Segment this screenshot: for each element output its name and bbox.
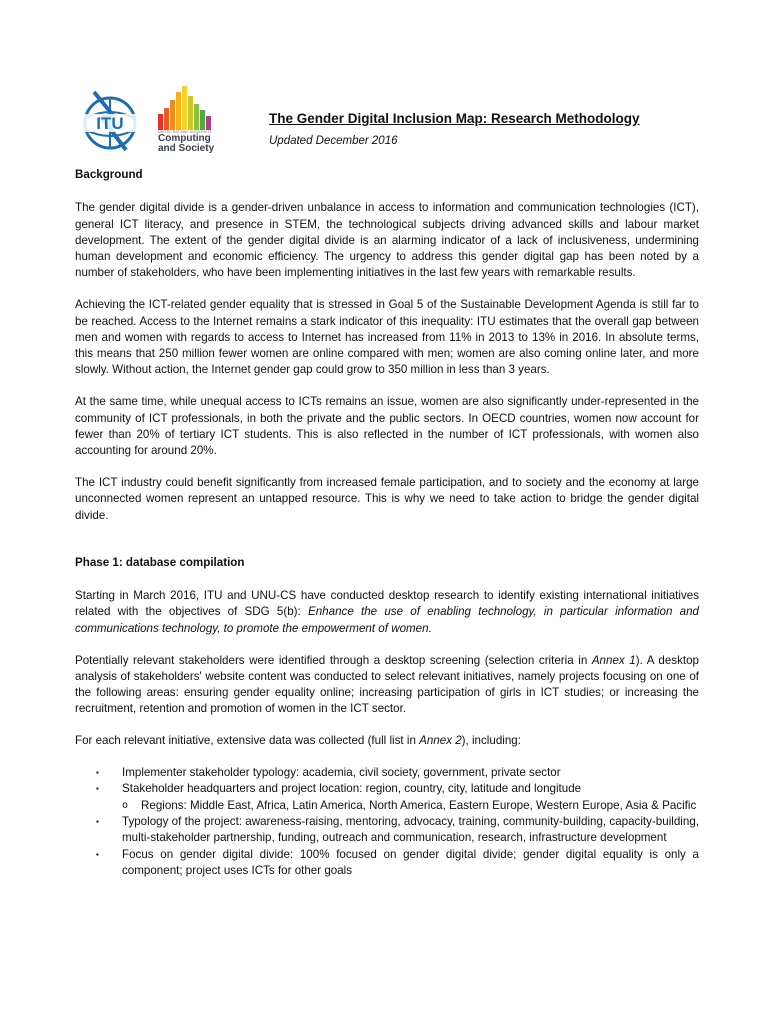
- bullet-icon: ▪: [96, 849, 99, 859]
- phase1-paragraph-3: For each relevant initiative, extensive data was collected (full list in Annex 2), including:: [75, 734, 521, 748]
- bullet-icon: ▪: [96, 816, 99, 826]
- unu-logo-small-text: UNITED NATIONS UNIVERSITY: [158, 130, 212, 134]
- background-paragraph-3: At the same time, while unequal access to ICTs remains an issue, women are also significantly under-represented in the community of ICT professionals, in both the private and the public sectors. In OECD countries, women now account for fewer than 20% of tertiary ICT students. This is also reflected in the number of ICT professionals, with women also accounting for around 20%.: [75, 395, 699, 458]
- unu-cs-bars-icon: [158, 86, 216, 130]
- phase1-paragraph-2: Potentially relevant stakeholders were identified through a desktop screening (selection criteria in Annex 1). A desktop analysis of stakeholders' website content was conducted to select relevant initiatives, namely projects focusing on one of the following areas: ensuring gender equality online; increasing participation of girls in ICT studies; or increasing the recruitment, retention and promotion of women in the ICT sector.: [75, 653, 699, 716]
- bullet-icon: ▪: [96, 784, 99, 794]
- unu-logo-name: Computing and Society: [158, 133, 215, 154]
- document-title: The Gender Digital Inclusion Map: Research Methodology: [269, 111, 640, 126]
- svg-text:ITU: ITU: [96, 114, 124, 133]
- sub-bullet-icon: o: [122, 799, 129, 811]
- list-item: ▪ Stakeholder headquarters and project location: region, country, city, latitude and longitude o Regions: Middle East, Africa, Latin America, North America, Eastern Europe, Western Europe, Asia & Pacific: [75, 781, 699, 814]
- sub-list-item: o Regions: Middle East, Africa, Latin America, North America, Eastern Europe, Western Europe, Asia & Pacific: [122, 798, 699, 814]
- list-item: ▪ Implementer stakeholder typology: academia, civil society, government, private sector: [75, 765, 699, 781]
- bullet-icon: ▪: [96, 768, 99, 778]
- itu-logo: [72, 88, 148, 154]
- unu-cs-logo: [158, 86, 216, 158]
- background-paragraph-4: The ICT industry could benefit significantly from increased female participation, and to society and the economy at large unconnected women represent an untapped resource. This is why we need to take action to bridge the gender digital divide.: [75, 475, 699, 522]
- background-heading: Background: [75, 168, 143, 181]
- document-body: [75, 167, 699, 879]
- data-collected-list: [75, 765, 699, 879]
- phase1-heading: Phase 1: database compilation: [75, 555, 245, 569]
- list-item: ▪ Focus on gender digital divide: 100% focused on gender digital divide; gender digital equality is only a component; project uses ICTs for other goals: [96, 847, 699, 877]
- list-item: ▪ Typology of the project: awareness-raising, mentoring, advocacy, training, community-building, capacity-building, multi-stakeholder partnership, funding, outreach and communication, research, infrastructure development: [96, 814, 699, 845]
- background-paragraph-1: The gender digital divide is a gender-driven unbalance in access to information and communication technologies (ICT), general ICT literacy, and presence in STEM, the technological subjects driving advanced skills and labour market development. The extent of the gender digital divide is an alarming indicator of a lack of inclusiveness, undermining human development and economic efficiency. The urgency to address this gender digital gap has been noted by a number of stakeholders, who have been implementing initiatives in the last few years with remarkable results.: [75, 201, 699, 280]
- phase1-paragraph-1: Starting in March 2016, ITU and UNU-CS have conducted desktop research to identify existing international initiatives related with the objectives of SDG 5(b): Enhance the use of enabling technology, in particular information and communications technology, to promote the empowerment of women.: [75, 589, 700, 635]
- background-paragraph-2: Achieving the ICT-related gender equality that is stressed in Goal 5 of the Sustainable Development Agenda is still far to be reached. Access to the Internet remains a stark indicator of this inequality: ITU estimates that the overall gap between men and women with regards to access to Internet has increased from 11% in 2013 to 13% in 2016. In absolute terms, this means that 250 million fewer women are online compared with men; women are also coming online later, and more slowly. Without action, the Internet gender gap could grow to 350 million in less than 3 years.: [75, 298, 699, 377]
- document-subtitle: Updated December 2016: [269, 135, 398, 147]
- sub-list: [122, 798, 699, 814]
